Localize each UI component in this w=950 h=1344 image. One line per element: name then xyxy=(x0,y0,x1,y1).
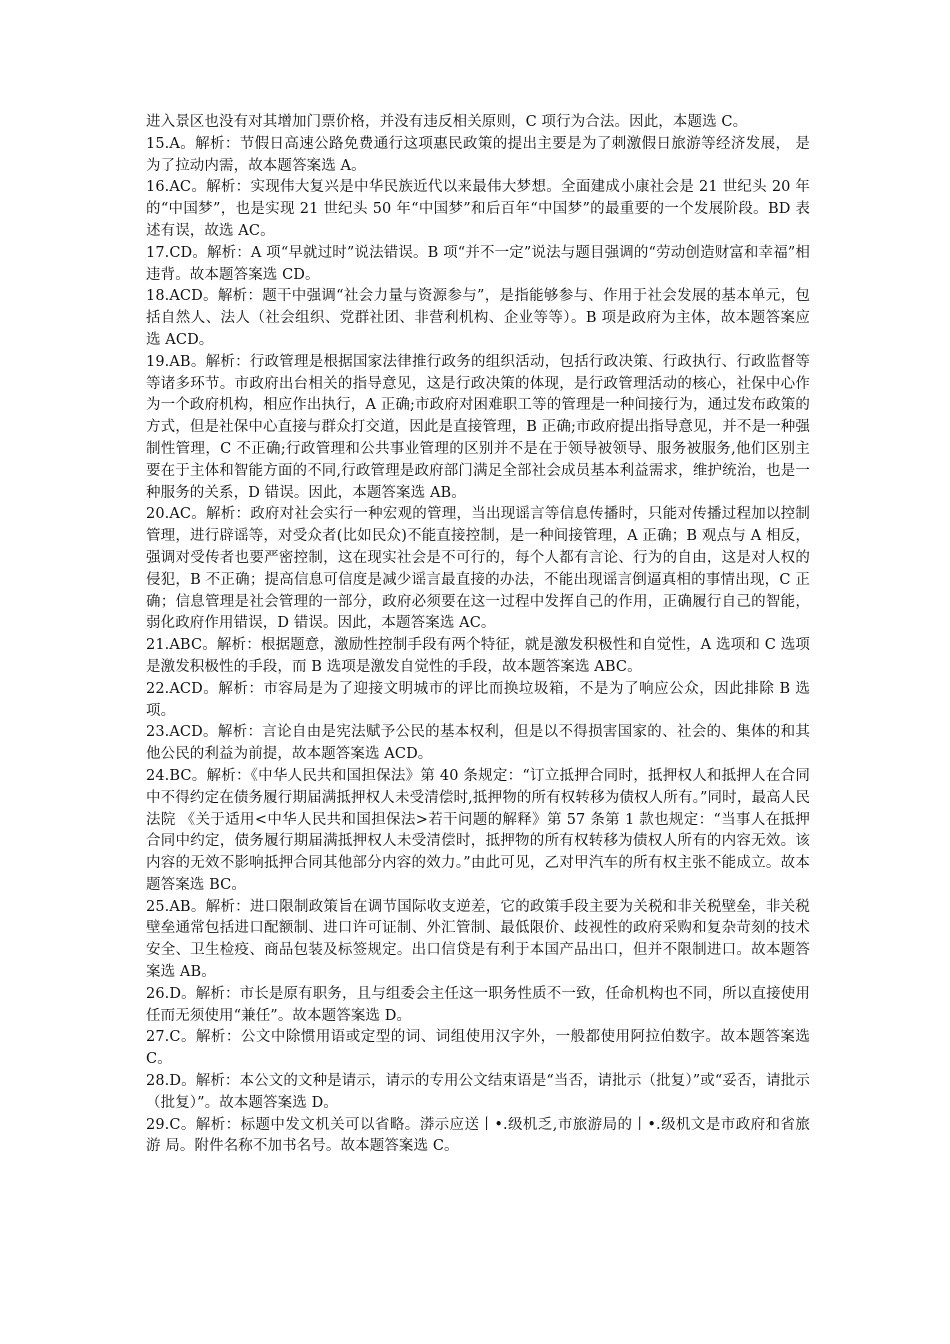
answer-23: 23.ACD。解析：言论自由是宪法赋予公民的基本权利，但是以不得损害国家的、社会的、集体的和其他公民的利益为前提，故本题答案选 ACD。 xyxy=(146,724,810,763)
paragraph-continuation-14: 进入景区也没有对其增加门票价格，并没有违反相关原则，C 项行为合法。因此，本题选 C。 xyxy=(146,114,748,130)
answer-25: 25.AB。解析：进口限制政策旨在调节国际收支逆差，它的政策手段主要为关税和非关税壁垒，非关税壁垒通常包括进口配额制、进口许可证制、外汇管制、最低限价、歧视性的政府采购和复杂苛刻的技术安全、卫生检疫、商品包装及标签规定。出口信贷是有利于本国产品出口，但并不限制进口。故本题答案选 AB。 xyxy=(146,898,810,981)
answer-29: 29.C。解析：标题中发文机关可以省略。漭示应送丨•.级机乏,市旅游局的丨•.级机文是市政府和省旅游 局。附件名称不加书名号。故本题答案选 C。 xyxy=(146,1116,810,1155)
answer-26: 26.D。解析：市长是原有职务，且与组委会主任这一职务性质不一致，任命机构也不同，所以直接使用任而无须使用“兼任”。故本题答案选 D。 xyxy=(146,985,810,1024)
answer-17: 17.CD。解析：A 项“早就过时”说法错误。B 项“并不一定”说法与题目强调的“劳动创造财富和幸福”相违背。故本题答案选 CD。 xyxy=(146,244,810,283)
answer-explanations xyxy=(146,112,810,1158)
answer-27: 27.C。解析：公文中除惯用语或定型的词、词组使用汉字外，一般都使用阿拉伯数字。故本题答案选 C。 xyxy=(146,1029,810,1068)
answer-22: 22.ACD。解析：市容局是为了迎接文明城市的评比而换垃圾箱，不是为了响应公众，因此排除 B 选项。 xyxy=(146,680,810,719)
answer-28: 28.D。解析：本公文的文种是请示，请示的专用公文结束语是“当否，请批示（批复）”或“妥否，请批示（批复）”。故本题答案选 D。 xyxy=(146,1073,810,1111)
answer-18: 18.ACD。解析：题干中强调“社会力量与资源参与”，是指能够参与、作用于社会发展的基本单元，包括自然人、法人（社会组织、党群社团、非营利机构、企业等等）。B 项是政府为主体，故本题答案应选 ACD。 xyxy=(146,288,810,348)
answer-16: 16.AC。解析：实现伟大复兴是中华民族近代以来最伟大梦想。全面建成小康社会是 21 世纪头 20 年的“中国梦”，也是实现 21 世纪头 50 年“中国梦”和后百年“中国梦”的最重要的一个发展阶段。BD 表述有误，故选 AC。 xyxy=(146,179,810,239)
answer-19: 19.AB。解析：行政管理是根据国家法律推行政务的组织活动，包括行政决策、行政执行、行政监督等等诸多环节。市政府出台相关的指导意见，这是行政决策的体现，是行政管理活动的核心，社保中心作为一个政府机构，相应作出执行，A 正确;市政府对困难职工等的管理是一种间接行为，通过发布政策的方式，但是社保中心直接与群众打交道，因此是直接管理，B 正确;市政府提出指导意见，并不是一种强制性管理，C 不正确;行政管理和公共事业管理的区别并不是在于领导被领导、服务被服务,他们区别主要在于主体和智能方面的不同,行政管理是政府部门满足全部社会成员基本利益需求，维护统治，也是一种服务的关系，D 错误。因此，本题答案选 AB。 xyxy=(146,353,810,501)
answer-21: 21.ABC。解析：根据题意，激励性控制手段有两个特征，就是激发积极性和自觉性，A 选项和 C 选项是激发积极性的手段，而 B 选项是激发自觉性的手段，故本题答案选 ABC。 xyxy=(146,637,810,675)
answer-15: 15.A。解析：节假日高速公路免费通行这项惠民政策的提出主要是为了刺激假日旅游等经济发展， 是为了拉动内需，故本题答案选 A。 xyxy=(146,135,810,174)
answer-20: 20.AC。解析：政府对社会实行一种宏观的管理，当出现谣言等信息传播时，只能对传播过程加以控制管理，进行辟谣等，对受众者(比如民众)不能直接控制，是一种间接管理，A 正确；B 观点与 A 相反，强调对受传者也要严密控制，这在现实社会是不可行的，每个人都有言论、行为的自由，这是对人权的侵犯，B 不正确；提高信息可信度是减少谣言最直接的办法，不能出现谣言倒逼真相的事情出现，C 正确；信息管理是社会管理的一部分，政府必须要在这一过程中发挥自己的作用，正确履行自己的智能，弱化政府作用错误，D 错误。因此，本题答案选 AC。 xyxy=(146,506,810,632)
answer-24: 24.BC。解析：《中华人民共和国担保法》第 40 条规定：“订立抵押合同时，抵押权人和抵押人在合同中不得约定在债务履行期届满抵押权人未受清偿时,抵押物的所有权转移为债权人所有。”同时，最高人民法院 《关于适用<中华人民共和国担保法>若干问题的解释》第 57 条第 1 款也规定：“当事人在抵押合同中约定，债务履行期届满抵押权人未受清偿时，抵押物的所有权转移为债权人所有的内容无效。该内容的无效不影响抵押合同其他部分内容的效力。”由此可见，乙对甲汽车的所有权主张不能成立。故本题答案选 BC。 xyxy=(146,767,810,893)
